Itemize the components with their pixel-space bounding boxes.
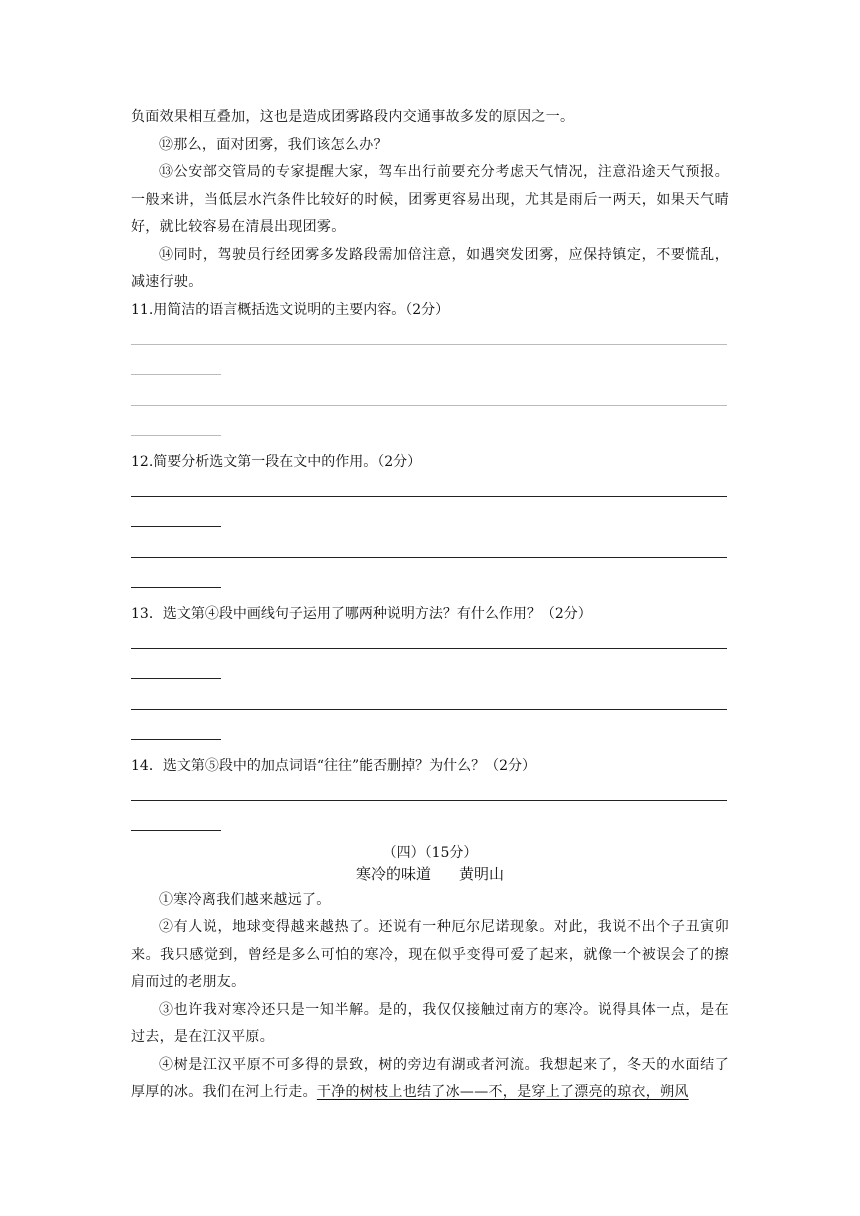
answer-line-short[interactable] bbox=[131, 374, 221, 375]
answer-line-short[interactable] bbox=[131, 739, 221, 740]
answer-line[interactable] bbox=[131, 557, 727, 558]
passage-paragraph-continued: 负面效果相互叠加，这也是造成团雾路段内交通事故多发的原因之一。 bbox=[131, 109, 575, 125]
answer-line[interactable] bbox=[131, 496, 727, 497]
answer-line-short[interactable] bbox=[131, 587, 221, 588]
passage-paragraph-12: ⑫那么，面对团雾，我们该怎么办？ bbox=[159, 136, 388, 153]
passage-paragraph-13: ⑬公安部交管局的专家提醒大家，驾车出行前要充分考虑天气情况，注意沿途天气预报。一般来讲，当低层水汽条件比较好的时候，团雾更容易出现，尤其是雨后一两天，如果天气晴好，就比较容易在清晨出现团雾。 bbox=[131, 164, 729, 235]
answer-area-13[interactable] bbox=[131, 648, 729, 740]
answer-line[interactable] bbox=[131, 405, 727, 406]
answer-line-short[interactable] bbox=[131, 526, 221, 527]
answer-line[interactable] bbox=[131, 648, 727, 649]
article-author: 黄明山 bbox=[459, 864, 505, 883]
question-14: 14．选文第⑤段中的加点词语“往往”能否删掉？为什么？（2分） bbox=[131, 757, 537, 774]
section-heading: （四）（15分） bbox=[382, 844, 478, 861]
exam-page bbox=[131, 104, 729, 1107]
answer-area-12[interactable] bbox=[131, 496, 729, 588]
article-title: 寒冷的味道 bbox=[355, 864, 431, 883]
article-paragraph-3: ③也许我对寒冷还只是一知半解。是的，我仅仅接触过南方的寒冷。说得具体一点，是在过去，是在江汉平原。 bbox=[131, 1001, 729, 1045]
answer-line-short[interactable] bbox=[131, 435, 221, 436]
answer-line[interactable] bbox=[131, 344, 727, 345]
answer-area-11[interactable] bbox=[131, 344, 729, 436]
underlined-sentence: 干净的树枝上也结了冰——不，是穿上了漂亮的琼衣，朔风 bbox=[316, 1084, 689, 1100]
answer-area-14[interactable] bbox=[131, 800, 729, 831]
article-paragraph-1: ①寒冷离我们越来越远了。 bbox=[159, 891, 331, 908]
question-12: 12.简要分析选文第一段在文中的作用。（2分） bbox=[131, 453, 422, 470]
answer-line-short[interactable] bbox=[131, 830, 221, 831]
question-13: 13．选文第④段中画线句子运用了哪两种说明方法？有什么作用？（2分） bbox=[131, 605, 592, 622]
passage-paragraph-14: ⑭同时，驾驶员行经团雾多发路段需加倍注意，如遇突发团雾，应保持镇定，不要慌乱，减速行驶。 bbox=[131, 246, 729, 290]
answer-line[interactable] bbox=[131, 709, 727, 710]
answer-line-short[interactable] bbox=[131, 678, 221, 679]
question-11: 11.用简洁的语言概括选文说明的主要内容。（2分） bbox=[131, 301, 450, 318]
article-title-row bbox=[131, 863, 729, 885]
answer-line[interactable] bbox=[131, 800, 727, 801]
article-paragraph-4-text: ④树是江汉平原不可多得的景致，树的旁边有湖或者河流。我想起来了，冬天的水面结了厚厚的冰。我们在河上行走。 bbox=[131, 1056, 729, 1100]
article-paragraph-4 bbox=[131, 1052, 729, 1107]
article-paragraph-2: ②有人说，地球变得越来越热了。还说有一种厄尔尼诺现象。对此，我说不出个子丑寅卯来。我只感觉到，曾经是多么可怕的寒冷，现在似乎变得可爱了起来，就像一个被误会了的擦肩而过的老朋友。 bbox=[131, 919, 729, 990]
